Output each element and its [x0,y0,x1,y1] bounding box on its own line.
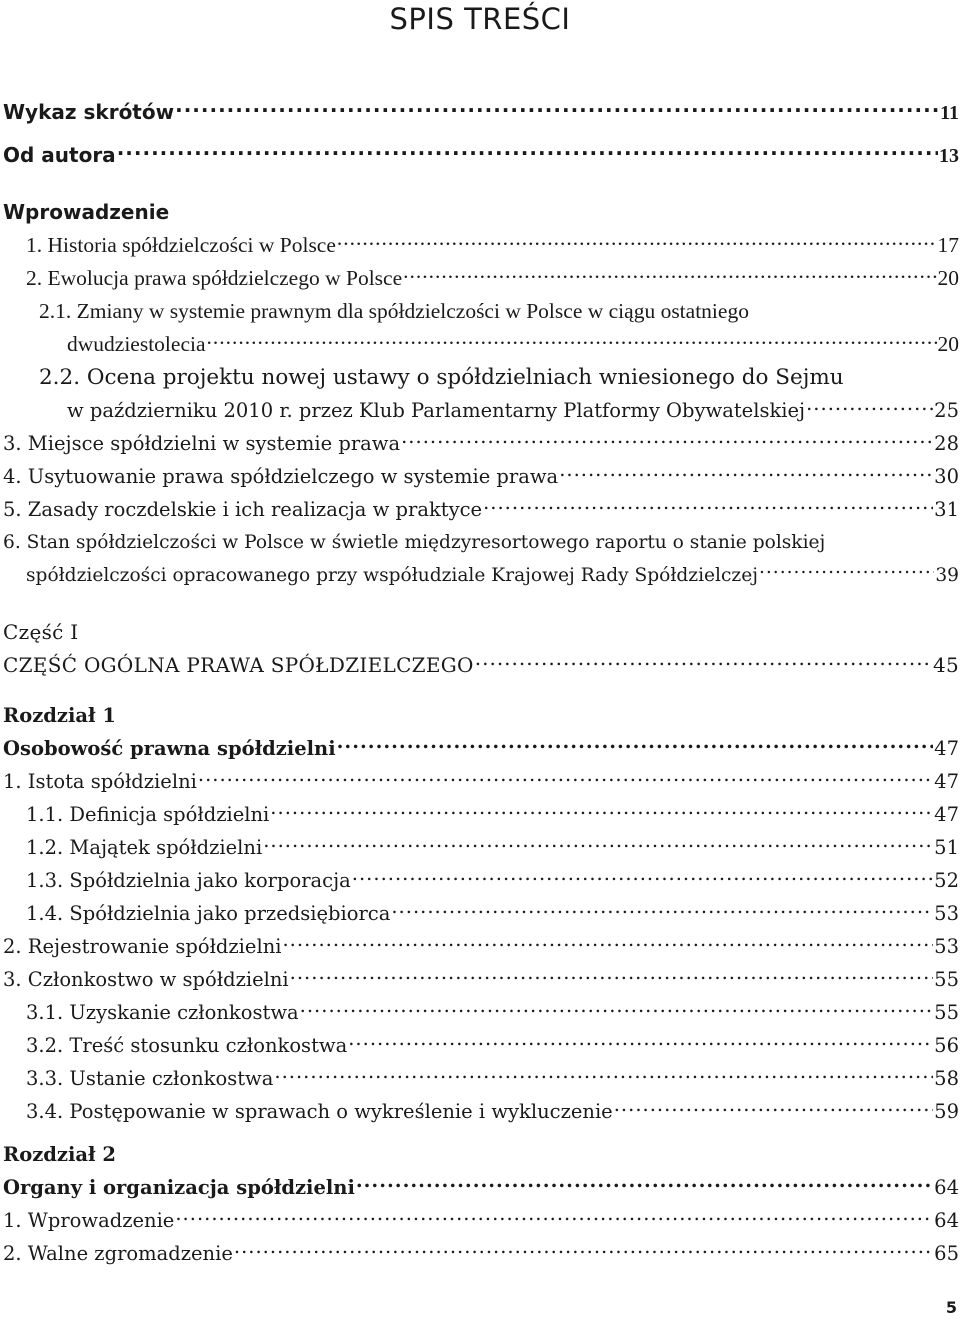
toc-entry-r1-1[interactable] [3,765,959,798]
toc-page-number: 65 [934,1242,959,1265]
dot-leader [403,264,936,286]
toc-page-number: 53 [934,902,959,925]
dot-leader [483,497,933,517]
dot-leader [282,934,933,954]
toc-entry-label: 3.4. Postępowanie w sprawach o wykreślenie i wykluczenie [26,1100,613,1123]
toc-entry-r1-2[interactable] [3,930,959,963]
toc-page-number: 47 [934,737,959,760]
toc-entry-r1-3[interactable] [3,963,959,996]
toc-entry-od-autora[interactable] [3,139,959,172]
toc-entry-r1-13[interactable] [3,864,959,897]
toc-entry-r1-34[interactable] [3,1095,959,1128]
toc-entry-r1-12[interactable] [3,831,959,864]
toc-entry-w6[interactable] [3,559,959,592]
toc-page-number: 51 [934,836,959,859]
toc-page-number: 58 [934,1067,959,1090]
toc-entry-w21-line1[interactable]: 2.1. Zmiany w systemie prawnym dla spółdzielczości w Polsce w ciągu ostatniego [39,299,749,323]
dot-leader [290,967,934,987]
dot-leader [263,835,933,855]
dot-leader [117,142,938,162]
dot-leader [759,562,934,581]
dot-leader [559,464,933,484]
dot-leader [175,1208,933,1228]
dot-leader [614,1099,933,1119]
dot-leader [391,901,933,921]
toc-page-number: 55 [934,1001,959,1024]
toc-entry-r1-11[interactable] [3,798,959,831]
toc-page-number: 59 [934,1100,959,1123]
toc-entry-label: 1.4. Spółdzielnia jako przedsiębiorca [26,902,391,925]
toc-entry-label: 2. Ewolucja prawa spółdzielczego w Polsce [26,266,403,290]
toc-page-number: 56 [934,1034,959,1057]
toc-page-number: 13 [939,145,959,167]
dot-leader [270,802,933,822]
toc-entry-w1[interactable] [3,229,959,262]
toc-entry-label: 3. Członkostwo w spółdzielni [3,968,289,991]
dot-leader [337,231,937,253]
toc-page-number: 53 [934,935,959,958]
toc-page-number: 25 [934,399,959,422]
toc-entry-label: Organy i organizacja spółdzielni [3,1176,355,1199]
toc-entry-w22[interactable] [3,394,959,427]
dot-leader [274,1066,933,1086]
toc-page-number: 20 [937,332,959,356]
toc-entry-label: Od autora [3,143,116,167]
toc-page-number: 39 [935,565,959,586]
toc-entry-w21[interactable] [3,328,959,361]
toc-entry-wykaz[interactable] [3,96,959,129]
toc-entry-r2-2[interactable] [3,1237,959,1270]
toc-page-number: 47 [934,770,959,793]
dot-leader [300,1000,934,1020]
toc-entry-label: CZĘŚĆ OGÓLNA PRAWA SPÓŁDZIELCZEGO [3,653,474,677]
toc-entry-label: 3.2. Treść stosunku członkostwa [26,1034,348,1057]
toc-entry-label: spółdzielczości opracowanego przy współudziale Krajowej Rady Spółdzielczej [26,565,758,586]
toc-entry-czesc[interactable] [3,649,959,682]
dot-leader [175,99,939,119]
page-title: SPIS TREŚCI [389,2,571,36]
toc-page-number: 55 [934,968,959,991]
toc-entry-label: 2. Rejestrowanie spółdzielni [3,935,282,958]
part-label: Część I [3,620,79,644]
dot-leader [348,1033,933,1053]
toc-entry-w6-line1[interactable]: 6. Stan spółdzielczości w Polsce w świetle międzyresortowego raportu o stanie polskiej [3,532,826,553]
dot-leader [806,398,933,418]
toc-entry-r2-1[interactable] [3,1204,959,1237]
toc-page-number: 17 [937,233,959,257]
toc-entry-label: 1. Istota spółdzielni [3,770,197,793]
toc-entry-r1-33[interactable] [3,1062,959,1095]
toc-page-number: 11 [940,102,959,124]
toc-entry-label: 3.1. Uzyskanie członkostwa [26,1001,299,1024]
toc-page-number: 52 [934,869,959,892]
dot-leader [198,769,933,789]
toc-entry-label: 3.3. Ustanie członkostwa [26,1067,274,1090]
toc-entry-w22-line1[interactable]: 2.2. Ocena projektu nowej ustawy o spółdzielniach wniesionego do Sejmu [39,365,844,390]
toc-page-number: 64 [934,1176,959,1199]
toc-page-number: 47 [934,803,959,826]
dot-leader [356,1175,933,1195]
toc-page-number: 28 [934,432,959,455]
section-heading-wprowadzenie: Wprowadzenie [3,200,170,224]
toc-entry-rozdzial2[interactable] [3,1171,959,1204]
toc-entry-label: 5. Zasady roczdelskie i ich realizacja w praktyce [3,498,483,521]
toc-page-number: 31 [934,498,959,521]
toc-entry-w3[interactable] [3,427,959,460]
toc-entry-rozdzial1[interactable] [3,732,959,765]
dot-leader [401,431,933,451]
toc-page-number: 64 [934,1209,959,1232]
toc-entry-w4[interactable] [3,460,959,493]
toc-entry-label: 1. Wprowadzenie [3,1209,175,1232]
toc-entry-label: 1.3. Spółdzielnia jako korporacja [26,869,351,892]
chapter-label: Rozdział 1 [3,704,116,727]
toc-entry-r1-14[interactable] [3,897,959,930]
toc-entry-label: 1. Historia spółdzielczości w Polsce [26,233,336,257]
table-of-contents [3,96,959,1270]
dot-leader [207,330,937,352]
toc-entry-label: Osobowość prawna spółdzielni [3,737,336,760]
toc-entry-label: Wykaz skrótów [3,100,175,124]
toc-entry-r1-31[interactable] [3,996,959,1029]
dot-leader [337,736,934,756]
toc-entry-label: w październiku 2010 r. przez Klub Parlamentarny Platformy Obywatelskiej [67,399,806,422]
toc-entry-label: 3. Miejsce spółdzielni w systemie prawa [3,432,401,455]
toc-entry-w5[interactable] [3,493,959,526]
toc-entry-label: 1.2. Majątek spółdzielni [26,836,263,859]
toc-entry-w2[interactable] [3,262,959,295]
toc-page-number: 20 [937,266,959,290]
dot-leader [352,868,933,888]
toc-entry-label: dwudziestolecia [67,332,206,356]
toc-page-number: 30 [934,465,959,488]
dot-leader [234,1241,933,1261]
dot-leader [475,652,932,672]
footer-page-number: 5 [945,1298,957,1317]
toc-entry-label: 4. Usytuowanie prawa spółdzielczego w systemie prawa [3,465,559,488]
toc-entry-r1-32[interactable] [3,1029,959,1062]
toc-entry-label: 2. Walne zgromadzenie [3,1242,233,1265]
toc-page-number: 45 [932,653,959,677]
chapter-label: Rozdział 2 [3,1143,116,1166]
toc-entry-label: 1.1. Definicja spółdzielni [26,803,270,826]
